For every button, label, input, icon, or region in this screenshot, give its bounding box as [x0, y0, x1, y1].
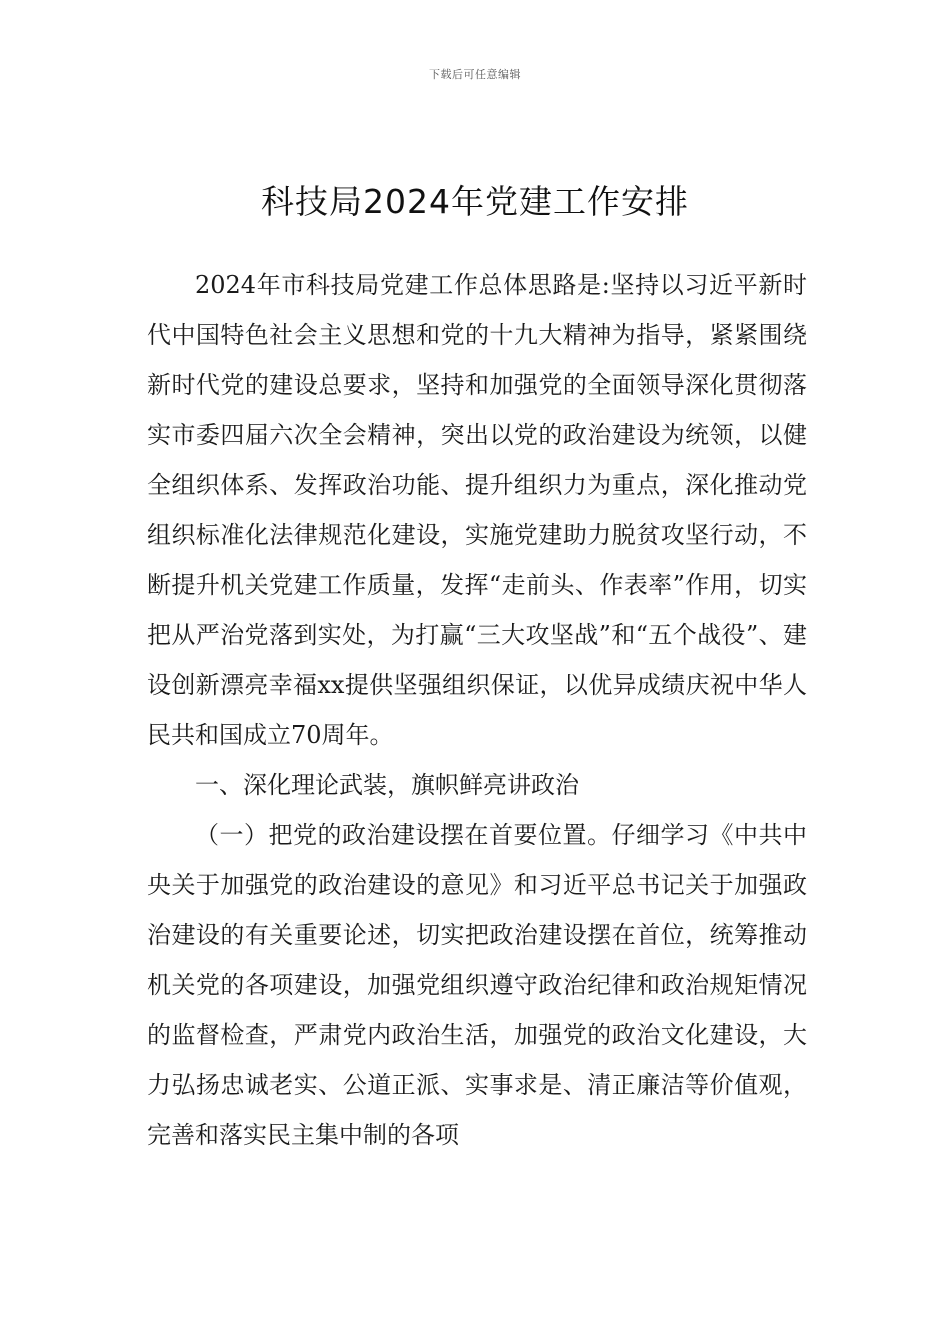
- section-heading-1: 一、深化理论武装，旗帜鲜亮讲政治: [195, 771, 579, 799]
- document-title: 科技局2024年党建工作安排: [261, 182, 689, 221]
- document-body: [147, 260, 807, 1160]
- paragraph-intro: 2024年市科技局党建工作总体思路是:坚持以习近平新时代中国特色社会主义思想和党的十九大精神为指导，紧紧围绕新时代党的建设总要求，坚持和加强党的全面领导深化贯彻落实市委四届六次全会精神，突出以党的政治建设为统领，以健全组织体系、发挥政治功能、提升组织力为重点，深化推动党组织标准化法律规范化建设，实施党建助力脱贫攻坚行动，不断提升机关党建工作质量，发挥“走前头、作表率”作用，切实把从严治党落到实处，为打赢“三大攻坚战”和“五个战役”、建设创新漂亮幸福xx提供坚强组织保证，以优异成绩庆祝中华人民共和国成立70周年。: [147, 271, 807, 749]
- paragraph-subsection-1: （一）把党的政治建设摆在首要位置。仔细学习《中共中央关于加强党的政治建设的意见》和习近平总书记关于加强政治建设的有关重要论述，切实把政治建设摆在首位，统筹推动机关党的各项建设，加强党组织遵守政治纪律和政治规矩情况的监督检查，严肃党内政治生活，加强党的政治文化建设，大力弘扬忠诚老实、公道正派、实事求是、清正廉洁等价值观，完善和落实民主集中制的各项: [147, 821, 807, 1149]
- header-note: 下载后可任意编辑: [429, 68, 521, 81]
